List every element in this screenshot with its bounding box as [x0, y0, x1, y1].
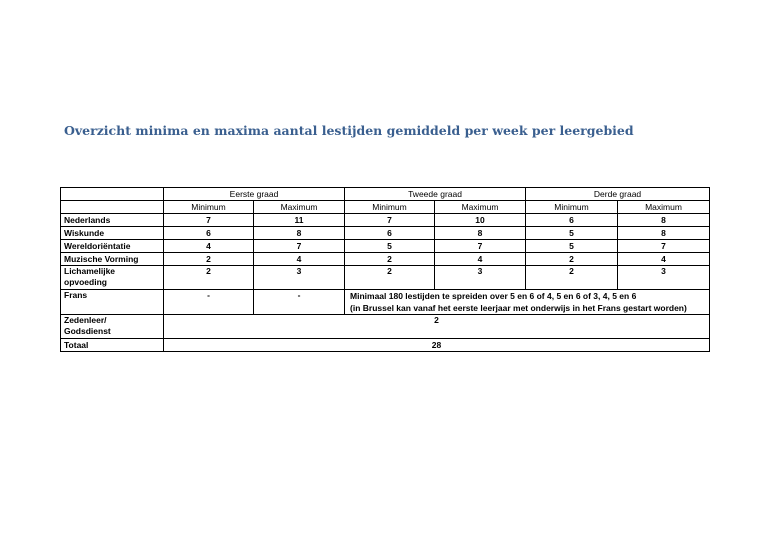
- value-cell: 10: [435, 214, 526, 227]
- table-row: [61, 240, 710, 253]
- subheader-cell: Minimum: [345, 201, 435, 214]
- value-cell: 7: [435, 240, 526, 253]
- lestijden-table: [60, 187, 710, 352]
- row-label: Totaal: [61, 339, 164, 352]
- value-cell: 6: [526, 214, 618, 227]
- value-cell: 4: [164, 240, 254, 253]
- grade-header-row: [61, 188, 710, 201]
- value-cell: 2: [526, 266, 618, 290]
- value-cell: 2: [345, 253, 435, 266]
- row-label: Muzische Vorming: [61, 253, 164, 266]
- totaal-row: [61, 339, 710, 352]
- value-cell: 11: [254, 214, 345, 227]
- subheader-cell: Minimum: [526, 201, 618, 214]
- value-cell: 4: [618, 253, 710, 266]
- row-label: [61, 266, 164, 290]
- value-cell: -: [254, 290, 345, 315]
- value-cell: 7: [254, 240, 345, 253]
- frans-row: [61, 290, 710, 315]
- corner-cell: [61, 201, 164, 214]
- grade-header-2: Tweede graad: [345, 188, 526, 201]
- value-cell: 6: [164, 227, 254, 240]
- value-cell: 8: [254, 227, 345, 240]
- table-row: [61, 266, 710, 290]
- row-label-line: Godsdienst: [64, 326, 111, 336]
- subheader-row: [61, 201, 710, 214]
- value-cell: 8: [618, 214, 710, 227]
- value-cell: 3: [618, 266, 710, 290]
- value-cell: 5: [345, 240, 435, 253]
- corner-cell: [61, 188, 164, 201]
- frans-note-cell: [345, 290, 710, 315]
- value-cell: 3: [254, 266, 345, 290]
- row-label: [61, 315, 164, 339]
- value-cell: 8: [618, 227, 710, 240]
- value-cell: 7: [164, 214, 254, 227]
- value-cell: 6: [345, 227, 435, 240]
- merged-value-cell: 2: [164, 315, 710, 339]
- frans-note-line: Minimaal 180 lestijden te spreiden over 5 en 6 of 4, 5 en 6 of 3, 4, 5 en 6: [350, 291, 637, 301]
- row-label: Frans: [61, 290, 164, 315]
- value-cell: 5: [526, 227, 618, 240]
- grade-header-3: Derde graad: [526, 188, 710, 201]
- row-label-line: Lichamelijke: [64, 266, 116, 276]
- value-cell: 5: [526, 240, 618, 253]
- value-cell: 2: [164, 266, 254, 290]
- subheader-cell: Maximum: [254, 201, 345, 214]
- row-label-line: Zedenleer/: [64, 315, 107, 325]
- row-label: Nederlands: [61, 214, 164, 227]
- value-cell: 3: [435, 266, 526, 290]
- value-cell: 4: [254, 253, 345, 266]
- value-cell: 7: [345, 214, 435, 227]
- grade-header-1: Eerste graad: [164, 188, 345, 201]
- value-cell: 2: [526, 253, 618, 266]
- table-row: [61, 227, 710, 240]
- table-row: [61, 253, 710, 266]
- row-label: Wereldoriëntatie: [61, 240, 164, 253]
- value-cell: 2: [164, 253, 254, 266]
- subheader-cell: Minimum: [164, 201, 254, 214]
- page-title: Overzicht minima en maxima aantal lestijden gemiddeld per week per leergebied: [64, 123, 634, 138]
- value-cell: 7: [618, 240, 710, 253]
- subheader-cell: Maximum: [435, 201, 526, 214]
- table-row: [61, 214, 710, 227]
- merged-value-cell: 28: [164, 339, 710, 352]
- subheader-cell: Maximum: [618, 201, 710, 214]
- value-cell: 2: [345, 266, 435, 290]
- zedenleer-row: [61, 315, 710, 339]
- value-cell: 8: [435, 227, 526, 240]
- row-label-line: opvoeding: [64, 277, 107, 287]
- value-cell: 4: [435, 253, 526, 266]
- value-cell: -: [164, 290, 254, 315]
- frans-note-line: (in Brussel kan vanaf het eerste leerjaar met onderwijs in het Frans gestart worden): [350, 303, 687, 313]
- row-label: Wiskunde: [61, 227, 164, 240]
